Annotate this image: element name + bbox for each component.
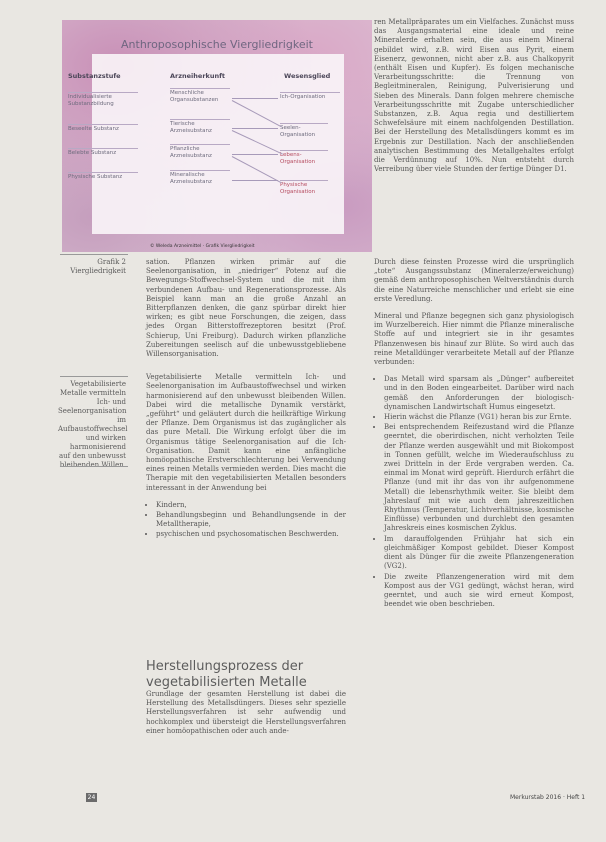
column-left <box>146 258 346 548</box>
bullet-list <box>146 501 346 540</box>
column-left-bottom <box>146 690 346 744</box>
figure-cell: Tierische Arzneisubstanz <box>170 119 230 135</box>
figure-cell: Physische Organisation <box>280 180 328 196</box>
paragraph: Mineral und Pflanze begegnen sich ganz physiologisch im Wurzelbereich. Hier nimmt die Pflanze mineralische Stoffe auf und integriert sie in ihr gesamtes Pflanzenwesen bis hinauf zur Blüte. So wird auch das reine Metalldünger verarbeitete Metall auf der Pflanze verbunden: <box>374 312 574 367</box>
figure-cell: Lebens-Organisation <box>280 150 328 166</box>
connector-line <box>232 180 278 181</box>
figure-cell: Menschliche Organsubstanzen <box>170 88 230 104</box>
list-item: • Behandlungsbeginn und Behandlungsende in der Metalltherapie, <box>156 511 346 529</box>
list-item: • Die zweite Pflanzengeneration wird mit dem Kompost aus der VG1 gedüngt, wächst heran, wird geerntet, und auch sie wird erneut Kompost, beendet wie oben beschrieben. <box>384 573 574 610</box>
magazine-footer: Merkurstab 2016 · Heft 1 <box>510 794 586 801</box>
figure-cell: Belebte Substanz <box>68 148 138 157</box>
bullet-list <box>374 375 574 609</box>
paragraph: ren Metallpräparates um ein Vielfaches. Zunächst muss das Ausgangsmaterial eine ideale und reine Mineralerde erhalten sein, die aus einem Mineral gebildet wird, z.B. wird Eisen aus Pyrit, einem Eisenerz, gewonnen, nicht aber z.B. aus Chalkopyrit (enthält Eisen und Kupfer). Es folgen mechanische Verarbeitungsschritte: die Trennung von Begleitmineralen, Reinigung, Pulverisierung und Sieben des Minerals. Dann folgen mehrere chemische Verarbeitungsschritte mit Zugabe unterschiedlicher Substanzen, z.B. Aqua regia und destilliertem Schwefelsäure mit einem nachfolgenden Destillation. Bei der Herstellung des Metallsdüngers kommt es im Ergebnis zur Destillation. Nach der anschließenden analytischen Bestimmung des Metallgehaltes erfolgt die Verdünnung auf 10%. Nun entsteht durch Verreibung über viele Stunden der fertige Dünger D1. <box>374 18 574 174</box>
figure-cell: Mineralische Arzneisubstanz <box>170 170 230 186</box>
page-number: 24 <box>87 794 96 801</box>
figure-header-arzneiherkunft: Arzneiherkunft <box>170 72 226 80</box>
list-item: • Im darauffolgenden Frühjahr hat sich ein gleichmäßiger Kompost gebildet. Dieser Kompost dient als Dünger für die zweite Pflanzengeneration (VG2). <box>384 535 574 572</box>
paragraph: Vegetabilisierte Metalle vermitteln Ich- und Seelenorganisation im Aufbaustoffwechsel und wirken harmonisierend auf den unbewusst bleibenden Willen. Dabei wird die metallische Dynamik verstärkt, „geführt“ und geläutert durch die heilkräftige Wirkung der Pflanze. Dem Organismus ist das zugänglicher als das pure Metall. Die Wirkung erfolgt über die im Organismus tätige Seelenorganisation auf die Ich-Organisation. Damit kann eine anfängliche homöopathische Erstverschlechterung bei Verwendung eines reinen Metalls vermieden werden. Dies macht die Therapie mit den vegetabilisierten Metallen besonders interessant in der Anwendung bei <box>146 373 346 492</box>
figure-cell: Beseelte Substanz <box>68 124 138 133</box>
divider <box>60 466 128 467</box>
paragraph: Grundlage der gesamten Herstellung ist dabei die Herstellung des Metallsdüngers. Dieses sehr spezielle Herstellungsverfahren ist sehr aufwendig und hochkomplex und übersteigt die Herstellungsverfahren einer homöopathischen oder auch ande- <box>146 690 346 735</box>
section-heading: Herstellungsprozess der vegetabilisierten Metalle <box>146 658 307 690</box>
paragraph: Durch diese feinsten Prozesse wird die ursprünglich „tote“ Ausgangssubstanz (Mineralerze/erweichung) gemäß dem anthroposophischen Weltverständnis durch die eine Naturreiche menschlicher und erlebt sie eine erste Veredlung. <box>374 258 574 303</box>
figure-caption: © Weleda Arzneimittel · Grafik Viergliedrigkeit <box>150 244 255 249</box>
figure-cell: Individualisierte Substanzbildung <box>68 92 138 108</box>
divider <box>60 376 128 377</box>
connector-line <box>232 128 278 129</box>
column-right-lower <box>374 258 574 617</box>
divider <box>60 254 128 255</box>
list-item: • Hierin wächst die Pflanze (VG1) heran bis zur Ernte. <box>384 413 574 422</box>
figure-cell: Seelen-Organisation <box>280 123 328 139</box>
figure-title: Anthroposophische Viergliedrigkeit <box>121 38 313 51</box>
connector-line <box>232 154 278 155</box>
paragraph: sation. Pflanzen wirken primär auf die Seelenorganisation, in „niedriger“ Potenz auf die Bewegungs-Stoffwechsel-System und die mit ihm verbundenen Aufbau- und Regenerationsprozesse. Als Beispiel kann man an die große Anzahl an Bitterpflanzen denken, die ganz spürbar direkt hier wirken; es gibt neue Forschungen, die zeigen, dass jedes Organ Bitterstoffrezeptoren besitzt (Prof. Schierup, Uni Freiburg). Dadurch wirken pflanzliche Zubereitungen seelisch auf die unbewusstgebliebene Willensorganisation. <box>146 258 346 359</box>
figure-cell: Ich-Organisation <box>280 92 340 101</box>
list-item: • Kindern, <box>156 501 346 510</box>
column-right <box>374 18 574 182</box>
margin-note-grafik: Grafik 2 Viergliedrigkeit <box>70 258 126 275</box>
list-item: • Das Metall wird sparsam als „Dünger“ aufbereitet und in den Boden eingearbeitet. Darüber wird nach gemäß den Anforderungen der biologisch-dynamischen Landwirtschaft Humus eingesetzt. <box>384 375 574 412</box>
margin-note-vegetabilisiert: Vegetabilisierte Metalle vermitteln Ich- und Seelenorganisation im Aufbaustoffwechsel und wirken harmonisierend auf den unbewusst bleibenden Willen. <box>58 380 128 469</box>
list-item: • psychischen und psychosomatischen Beschwerden. <box>156 530 346 539</box>
figure-header-substanzstufe: Substanzstufe <box>68 72 121 80</box>
figure-header-wesensglied: Wesensglied <box>284 72 331 80</box>
figure-cell: Physische Substanz <box>68 172 138 181</box>
viergliedrigkeit-figure <box>62 20 372 252</box>
list-item: • Bei entsprechendem Reifezustand wird die Pflanze geerntet, die oberirdischen, nicht verholzten Teile der Pflanze werden ausgewählt und mit Biokompost in Tonnen gefüllt, welche im Wiederaufschluss zu zwei Dritteln in der Erde vergraben werden. Ca. einmal im Monat wird geprüft. Hierdurch erfährt die Pflanze (und mit ihr das von ihr aufgenommene Metall) die lebensrhythmik weiter. Sie bleibt dem Jahreslauf mit wie auch dem jahreszeitlichen Rhythmus (Temperatur, Lichtverhältnisse, kosmische Einflüsse) verbunden und durchlebt den gesamten Jahreskreis eines kosmischen Zyklus. <box>384 423 574 533</box>
connector-line <box>232 98 278 99</box>
figure-cell: Pflanzliche Arzneisubstanz <box>170 144 230 160</box>
